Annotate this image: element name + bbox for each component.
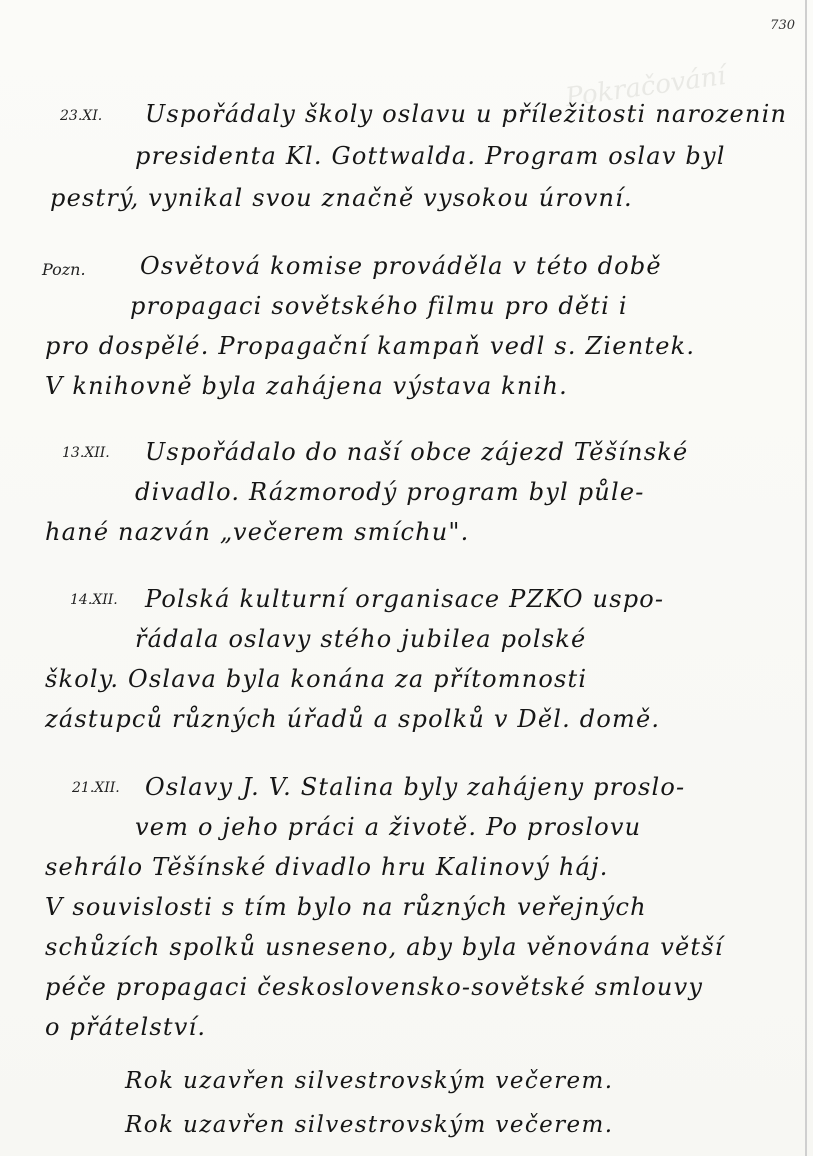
entry-line: propagaci sovětského filmu pro děti i	[130, 292, 628, 320]
entry-line: pro dospělé. Propagační kampaň vedl s. Zientek.	[45, 332, 696, 360]
entry-line: řádala oslavy stého jubilea polské	[135, 625, 587, 653]
entry-line: Uspořádaly školy oslavu u příležitosti narozenin	[145, 100, 788, 128]
entry-line: o přátelství.	[45, 1013, 207, 1041]
entry-line: pestrý, vynikal svou značně vysokou úrovní.	[50, 184, 633, 212]
closing-line: Rok uzavřen silvestrovským večerem.	[125, 1112, 614, 1138]
entry-date: 23.XI.	[60, 108, 103, 124]
page-edge	[805, 0, 807, 1156]
entry-line: Polská kulturní organisace PZKO uspo-	[145, 585, 665, 613]
entry-line: zástupců různých úřadů a spolků v Děl. domě.	[45, 705, 661, 733]
entry-date: 21.XII.	[72, 780, 120, 796]
entry-line: hané nazván „večerem smíchu".	[45, 518, 470, 546]
entry-line: Osvětová komise prováděla v této době	[140, 252, 662, 280]
entry-date: 13.XII.	[62, 445, 110, 461]
entry-line: Oslavy J. V. Stalina byly zahájeny proslo-	[145, 773, 686, 801]
entry-line: péče propagaci československo-sovětské smlouvy	[45, 973, 704, 1001]
entry-line: vem o jeho práci a životě. Po proslovu	[135, 813, 642, 841]
entry-line: presidenta Kl. Gottwalda. Program oslav byl	[135, 142, 726, 170]
entry-date: 14.XII.	[70, 592, 118, 608]
entry-line: sehrálo Těšínské divadlo hru Kalinový háj.	[45, 853, 609, 881]
entry-line: školy. Oslava byla konána za přítomnosti	[45, 665, 588, 693]
faint-header-text: Pokračování	[563, 60, 728, 114]
entry-line: schůzích spolků usneseno, aby byla věnována větší	[45, 933, 724, 961]
entry-line: V knihovně byla zahájena výstava knih.	[45, 372, 568, 400]
entry-date: Pozn.	[42, 260, 86, 279]
page-number: 730	[770, 18, 795, 33]
entry-line: Uspořádalo do naší obce zájezd Těšínské	[145, 438, 689, 466]
entry-line: V souvislosti s tím bylo na různých veřejných	[45, 893, 647, 921]
entry-line: divadlo. Rázmorodý program byl půle-	[135, 478, 645, 506]
closing-line: Rok uzavřen silvestrovským večerem.	[125, 1068, 614, 1094]
